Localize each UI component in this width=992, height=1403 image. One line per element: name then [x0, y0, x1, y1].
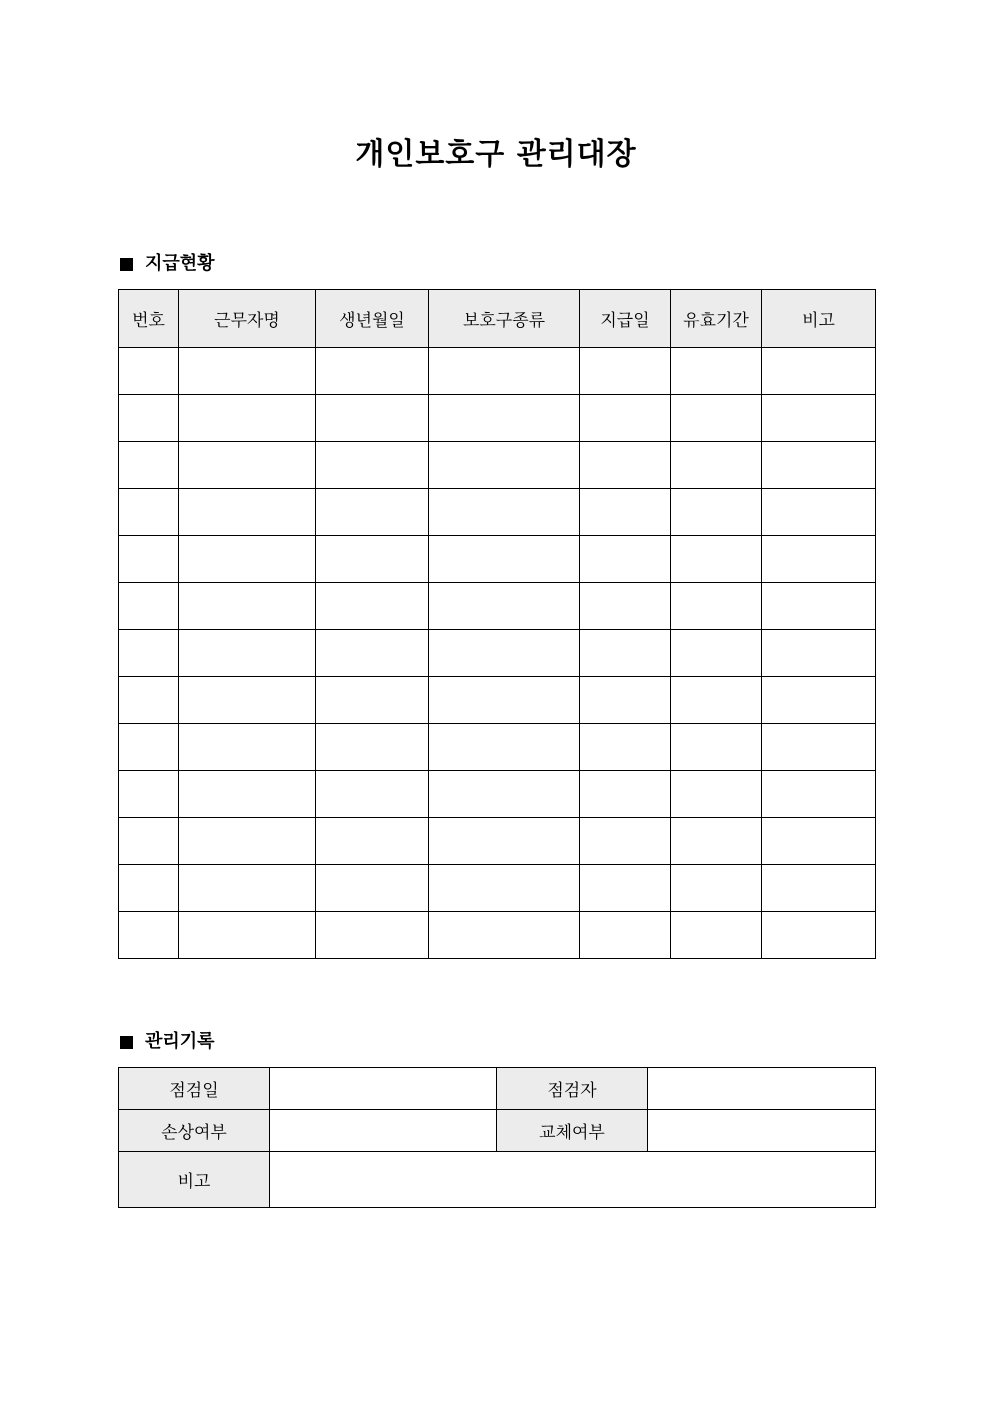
cell-valid-period[interactable] — [671, 536, 762, 583]
cell-birthdate[interactable] — [316, 818, 429, 865]
damage-cell[interactable] — [270, 1110, 497, 1152]
record-section-title: 관리기록 — [145, 1031, 215, 1052]
issue-table-header-row — [119, 290, 876, 348]
cell-birthdate[interactable] — [316, 677, 429, 724]
table-row — [119, 489, 876, 536]
cell-issue-date[interactable] — [580, 771, 671, 818]
cell-valid-period[interactable] — [671, 818, 762, 865]
cell-valid-period[interactable] — [671, 489, 762, 536]
cell-issue-date[interactable] — [580, 583, 671, 630]
cell-equipment-type[interactable] — [429, 677, 580, 724]
cell-number[interactable] — [119, 489, 179, 536]
cell-equipment-type[interactable] — [429, 536, 580, 583]
cell-worker-name[interactable] — [179, 865, 316, 912]
cell-birthdate[interactable] — [316, 912, 429, 959]
cell-birthdate[interactable] — [316, 442, 429, 489]
record-row-condition — [119, 1110, 876, 1152]
cell-birthdate[interactable] — [316, 395, 429, 442]
cell-birthdate[interactable] — [316, 724, 429, 771]
cell-worker-name[interactable] — [179, 583, 316, 630]
cell-equipment-type[interactable] — [429, 583, 580, 630]
cell-valid-period[interactable] — [671, 677, 762, 724]
table-row — [119, 348, 876, 395]
cell-birthdate[interactable] — [316, 536, 429, 583]
cell-worker-name[interactable] — [179, 677, 316, 724]
cell-equipment-type[interactable] — [429, 865, 580, 912]
record-row-inspection — [119, 1068, 876, 1110]
cell-birthdate[interactable] — [316, 489, 429, 536]
cell-remarks[interactable] — [762, 818, 876, 865]
cell-remarks[interactable] — [762, 677, 876, 724]
cell-equipment-type[interactable] — [429, 395, 580, 442]
table-row — [119, 395, 876, 442]
replacement-label: 교체여부 — [497, 1110, 648, 1152]
table-row — [119, 442, 876, 489]
cell-equipment-type[interactable] — [429, 630, 580, 677]
table-row — [119, 865, 876, 912]
cell-equipment-type[interactable] — [429, 489, 580, 536]
remarks-cell[interactable] — [270, 1152, 876, 1208]
cell-number[interactable] — [119, 630, 179, 677]
cell-number[interactable] — [119, 583, 179, 630]
cell-birthdate[interactable] — [316, 583, 429, 630]
cell-issue-date[interactable] — [580, 536, 671, 583]
table-row — [119, 818, 876, 865]
cell-issue-date[interactable] — [580, 724, 671, 771]
cell-issue-date[interactable] — [580, 442, 671, 489]
cell-valid-period[interactable] — [671, 583, 762, 630]
col-header-issue-date: 지급일 — [580, 290, 671, 348]
cell-remarks[interactable] — [762, 442, 876, 489]
cell-number[interactable] — [119, 348, 179, 395]
col-header-worker-name: 근무자명 — [179, 290, 316, 348]
cell-remarks[interactable] — [762, 395, 876, 442]
issue-status-table — [118, 289, 876, 959]
cell-valid-period[interactable] — [671, 865, 762, 912]
cell-worker-name[interactable] — [179, 442, 316, 489]
cell-worker-name[interactable] — [179, 395, 316, 442]
table-row — [119, 677, 876, 724]
cell-issue-date[interactable] — [580, 630, 671, 677]
cell-remarks[interactable] — [762, 630, 876, 677]
cell-worker-name[interactable] — [179, 771, 316, 818]
cell-worker-name[interactable] — [179, 489, 316, 536]
cell-number[interactable] — [119, 536, 179, 583]
damage-label: 손상여부 — [119, 1110, 270, 1152]
cell-worker-name[interactable] — [179, 912, 316, 959]
cell-worker-name[interactable] — [179, 630, 316, 677]
cell-remarks[interactable] — [762, 771, 876, 818]
cell-worker-name[interactable] — [179, 724, 316, 771]
page-title: 개인보호구 관리대장 — [355, 137, 637, 172]
table-row — [119, 630, 876, 677]
inspection-date-cell[interactable] — [270, 1068, 497, 1110]
cell-worker-name[interactable] — [179, 348, 316, 395]
inspector-cell[interactable] — [648, 1068, 876, 1110]
table-row — [119, 583, 876, 630]
replacement-cell[interactable] — [648, 1110, 876, 1152]
cell-birthdate[interactable] — [316, 630, 429, 677]
cell-remarks[interactable] — [762, 912, 876, 959]
cell-valid-period[interactable] — [671, 912, 762, 959]
table-row — [119, 724, 876, 771]
cell-worker-name[interactable] — [179, 536, 316, 583]
cell-number[interactable] — [119, 677, 179, 724]
cell-equipment-type[interactable] — [429, 912, 580, 959]
cell-valid-period[interactable] — [671, 395, 762, 442]
cell-number[interactable] — [119, 771, 179, 818]
remarks-label: 비고 — [119, 1152, 270, 1208]
cell-remarks[interactable] — [762, 536, 876, 583]
cell-remarks[interactable] — [762, 348, 876, 395]
issue-table-body — [119, 348, 876, 959]
management-record-table — [118, 1067, 876, 1208]
table-row — [119, 536, 876, 583]
cell-birthdate[interactable] — [316, 348, 429, 395]
cell-issue-date[interactable] — [580, 348, 671, 395]
cell-issue-date[interactable] — [580, 818, 671, 865]
cell-issue-date[interactable] — [580, 395, 671, 442]
cell-number[interactable] — [119, 395, 179, 442]
cell-issue-date[interactable] — [580, 912, 671, 959]
square-bullet-icon — [120, 1036, 133, 1049]
inspection-date-label: 점검일 — [119, 1068, 270, 1110]
cell-equipment-type[interactable] — [429, 442, 580, 489]
cell-equipment-type[interactable] — [429, 348, 580, 395]
col-header-equipment-type: 보호구종류 — [429, 290, 580, 348]
cell-issue-date[interactable] — [580, 489, 671, 536]
cell-remarks[interactable] — [762, 724, 876, 771]
issue-section-title: 지급현황 — [145, 253, 215, 274]
issue-section-heading — [120, 252, 215, 276]
cell-worker-name[interactable] — [179, 818, 316, 865]
cell-equipment-type[interactable] — [429, 724, 580, 771]
cell-valid-period[interactable] — [671, 724, 762, 771]
cell-remarks[interactable] — [762, 583, 876, 630]
cell-number[interactable] — [119, 724, 179, 771]
cell-valid-period[interactable] — [671, 771, 762, 818]
cell-valid-period[interactable] — [671, 442, 762, 489]
record-section-heading — [120, 1030, 215, 1054]
col-header-valid-period: 유효기간 — [671, 290, 762, 348]
cell-remarks[interactable] — [762, 865, 876, 912]
cell-issue-date[interactable] — [580, 677, 671, 724]
col-header-birthdate: 생년월일 — [316, 290, 429, 348]
cell-valid-period[interactable] — [671, 630, 762, 677]
cell-number[interactable] — [119, 912, 179, 959]
cell-equipment-type[interactable] — [429, 818, 580, 865]
record-row-remarks — [119, 1152, 876, 1208]
cell-birthdate[interactable] — [316, 771, 429, 818]
cell-valid-period[interactable] — [671, 348, 762, 395]
cell-birthdate[interactable] — [316, 865, 429, 912]
table-row — [119, 912, 876, 959]
cell-number[interactable] — [119, 865, 179, 912]
cell-issue-date[interactable] — [580, 865, 671, 912]
inspector-label: 점검자 — [497, 1068, 648, 1110]
cell-number[interactable] — [119, 818, 179, 865]
cell-equipment-type[interactable] — [429, 771, 580, 818]
col-header-number: 번호 — [119, 290, 179, 348]
col-header-remarks: 비고 — [762, 290, 876, 348]
square-bullet-icon — [120, 258, 133, 271]
cell-number[interactable] — [119, 442, 179, 489]
cell-remarks[interactable] — [762, 489, 876, 536]
table-row — [119, 771, 876, 818]
